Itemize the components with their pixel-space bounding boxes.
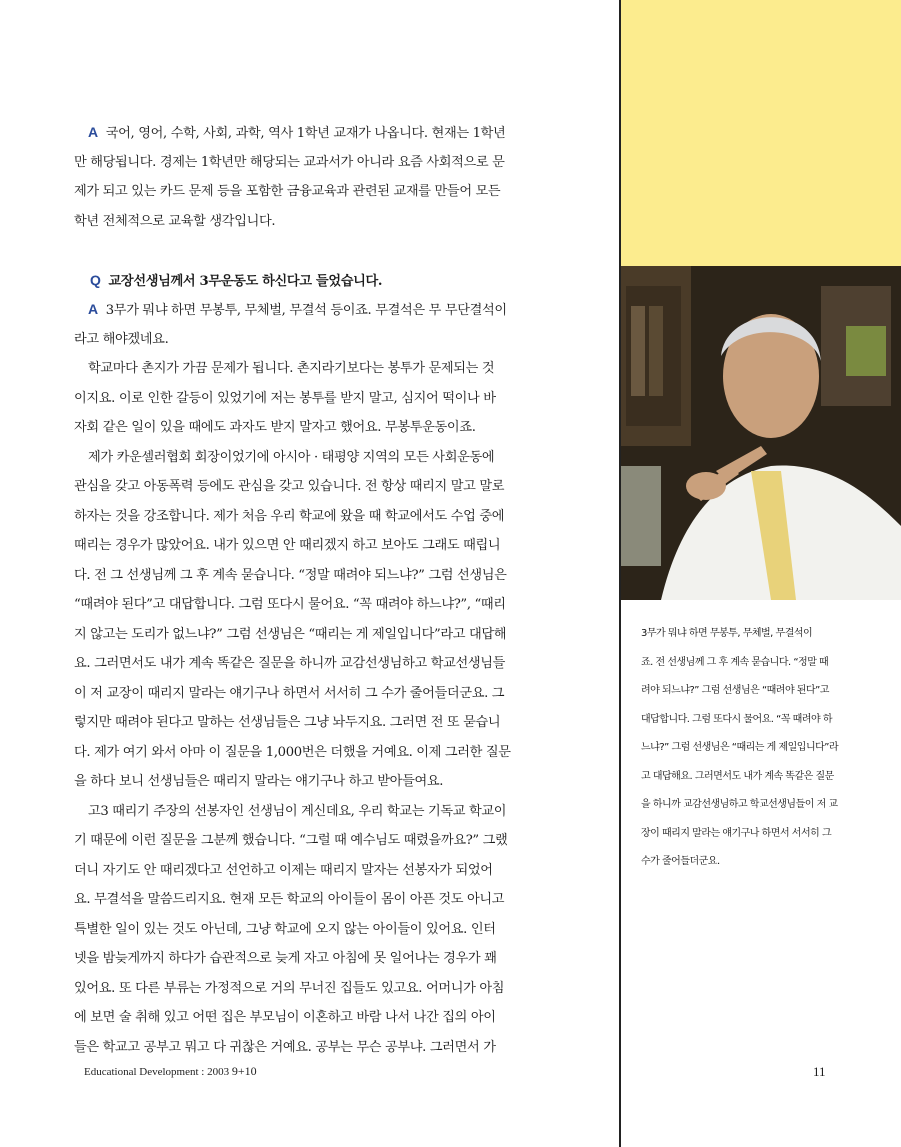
body-line: 관심을 갖고 아동폭력 등에도 관심을 갖고 있습니다. 전 항상 때리지 말고 말로: [74, 479, 505, 494]
page-number: 11: [813, 1064, 826, 1079]
answer-line: [74, 118, 534, 148]
body-line: 렇지만 때려야 된다고 말하는 선생님들은 그냥 놔두지요. 그러면 전 또 묻습니: [74, 715, 501, 730]
caption-line: 수가 줄어들더군요.: [641, 856, 720, 867]
body-line: 요. 그러면서도 내가 계속 똑같은 질문을 하니까 교감선생님하고 학교선생님들: [74, 656, 506, 671]
caption-line: 장이 때리지 말라는 얘기구나 하면서 서서히 그: [641, 827, 832, 839]
body-line: 하자는 것을 강조합니다. 제가 처음 우리 학교에 왔을 때 학교에서도 수업 중에: [74, 508, 505, 524]
body-line: 지 않고는 도리가 없느냐?” 그럼 선생님은 “때리는 게 제일입니다”라고 대답해: [74, 626, 507, 642]
caption-line: 려야 되느냐?” 그럼 선생님은 “때려야 된다”고: [641, 685, 829, 696]
spacer: [74, 236, 534, 266]
photo-illustration: [621, 266, 901, 600]
article-body: [74, 118, 534, 1062]
publication-footer: [84, 1064, 257, 1079]
caption-line: 대답합니다. 그럼 또다시 물어요. “꼭 때려야 하: [641, 713, 832, 725]
answer-line: 만 해당됩니다. 경제는 1학년만 해당되는 교과서가 아니라 요즘 사회적으로 문: [74, 154, 505, 170]
caption-line: 느냐?” 그럼 선생님은 “때리는 게 제일입니다”라: [641, 742, 839, 753]
body-line: 요. 무결석을 말씀드리지요. 현재 모든 학교의 아이들이 몸이 아픈 것도 아니고: [74, 892, 505, 907]
body-line: 들은 학교고 공부고 뭐고 다 귀찮은 거예요. 공부는 무슨 공부냐. 그러면서 가: [74, 1039, 496, 1055]
yellow-color-block: [621, 0, 901, 266]
answer-text: 국어, 영어, 수학, 사회, 과학, 역사 1학년 교재가 나옵니다. 현재는 1학년: [105, 126, 506, 141]
answer-marker: A: [88, 124, 98, 140]
body-line: 다. 제가 여기 와서 아마 이 질문을 1,000번은 더했을 거예요. 이제 그러한 질문: [74, 744, 511, 760]
body-line: 더니 자기도 안 때리겠다고 선언하고 이제는 때리지 말자는 선봉자가 되었어: [74, 862, 493, 878]
body-line: 라고 해야겠네요.: [74, 331, 169, 347]
body-line: 기 때문에 이런 질문을 그분께 했습니다. “그럴 때 예수님도 때렸을까요?” 그랬: [74, 833, 508, 848]
caption-line: 을 하니까 교감선생님하고 학교선생님들이 저 교: [641, 799, 838, 810]
photo-caption: [641, 620, 856, 877]
answer-line: 학년 전체적으로 교육할 생각입니다.: [74, 213, 276, 229]
answer-line: [74, 295, 534, 325]
answer-text: 3무가 뭐냐 하면 무봉투, 무체벌, 무결석 등이죠. 무결석은 무 무단결석이: [105, 303, 507, 318]
body-line: 다. 전 그 선생님께 그 후 계속 묻습니다. “정말 때려야 되느냐?” 그럼 선생님은: [74, 567, 507, 583]
issue-number: 9+10: [231, 1064, 257, 1078]
question-marker: Q: [90, 271, 101, 288]
caption-line: 3무가 뭐냐 하면 무봉투, 무체벌, 무결석이: [641, 628, 813, 639]
body-line: 자회 같은 일이 있을 때에도 과자도 받지 말자고 했어요. 무봉투운동이죠.: [74, 420, 476, 435]
body-line: 이지요. 이로 인한 갈등이 있었기에 저는 봉투를 받지 말고, 심지어 떡이나 바: [74, 390, 496, 406]
body-line: 이 저 교장이 때리지 말라는 얘기구나 하면서 서서히 그 수가 줄어들더군요. 그: [74, 685, 505, 701]
caption-line: 죠. 전 선생님께 그 후 계속 묻습니다. “정말 때: [641, 656, 829, 668]
question-line: [74, 266, 534, 296]
body-line: 을 하다 보니 선생님들은 때리지 말라는 얘기구나 하고 받아들여요.: [74, 774, 444, 789]
body-line: 때리는 경우가 많았어요. 내가 있으면 안 때리겠지 하고 보아도 그래도 때립니: [74, 538, 501, 553]
body-line: 넷을 밤늦게까지 하다가 습관적으로 늦게 자고 아침에 못 일어나는 경우가 꽤: [74, 951, 497, 966]
answer-marker: A: [88, 301, 98, 317]
caption-line: 고 대답해요. 그러면서도 내가 계속 똑같은 질문: [641, 770, 834, 782]
interview-photo: [621, 266, 901, 600]
body-line: “때려야 된다”고 대답합니다. 그럼 또다시 물어요. “꼭 때려야 하느냐?”, “때리: [74, 597, 506, 612]
body-line: 학교마다 촌지가 가끔 문제가 됩니다. 촌지라기보다는 봉투가 문제되는 것: [88, 361, 495, 376]
body-line: 에 보면 술 취해 있고 어떤 집은 부모님이 이혼하고 바람 나서 나간 집의 아이: [74, 1010, 496, 1025]
body-line: 제가 카운셀러협회 회장이었기에 아시아 · 태평양 지역의 모든 사회운동에: [88, 449, 495, 465]
answer-line: 제가 되고 있는 카드 문제 등을 포함한 금융교육과 관련된 교재를 만들어 모든: [74, 184, 501, 199]
body-line: 있어요. 또 다른 부류는 가정적으로 거의 무너진 집들도 있고요. 어머니가 아침: [74, 980, 505, 996]
publication-name: Educational Development : 2003: [84, 1066, 230, 1078]
body-line: 고3 때리기 주장의 선봉자인 선생님이 계신데요, 우리 학교는 기독교 학교이: [88, 803, 507, 819]
body-line: 특별한 일이 있는 것도 아닌데, 그냥 학교에 오지 않는 아이들이 있어요. 인터: [74, 921, 496, 937]
question-text: 교장선생님께서 3무운동도 하신다고 들었습니다.: [108, 273, 383, 289]
